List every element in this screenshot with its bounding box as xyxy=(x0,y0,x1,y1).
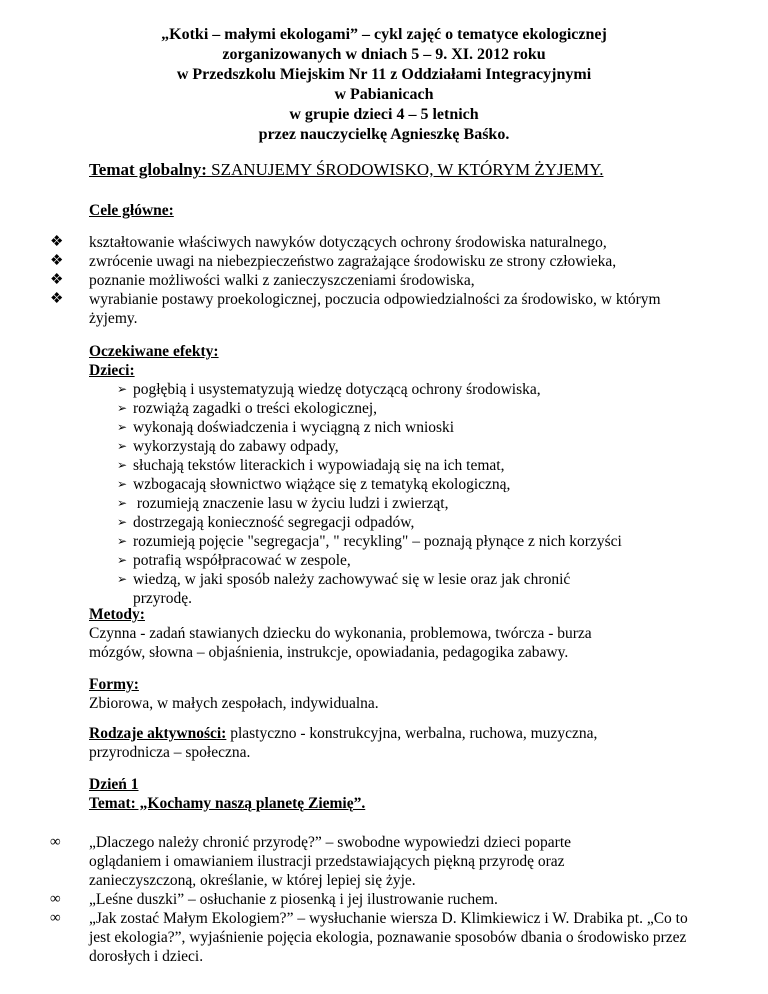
effect-text: rozumieją znaczenie lasu w życiu ludzi i zwierząt, xyxy=(133,495,449,512)
list-item xyxy=(50,890,690,909)
list-item xyxy=(89,475,689,494)
methods-text: Czynna - zadań stawianych dziecku do wykonania, problemowa, twórcza - burza mózgów, słowna – objaśnienia, instrukcje, opowiadania, pedagogika zabawy. xyxy=(89,625,592,661)
effect-text: wykorzystają do zabawy odpady, xyxy=(133,438,339,455)
list-item xyxy=(89,437,689,456)
arrow-bullet-icon: ➢ xyxy=(117,382,128,396)
effects-subtitle: Dzieci: xyxy=(89,362,135,379)
methods-title: Metody: xyxy=(89,606,145,623)
infinity-bullet-icon: ∞ xyxy=(50,910,61,926)
arrow-bullet-icon: ➢ xyxy=(117,572,128,586)
arrow-bullet-icon: ➢ xyxy=(117,439,128,453)
diamond-bullet-icon: ❖ xyxy=(50,291,64,307)
effect-text: słuchają tekstów literackich i wypowiadają się na ich temat, xyxy=(133,457,505,474)
header-line: zorganizowanych w dniach 5 – 9. XI. 2012 roku xyxy=(222,46,546,63)
effects-list xyxy=(89,380,689,608)
effect-text: rozumieją pojęcie "segregacja", " recykling" – poznają płynące z nich korzyści xyxy=(133,533,622,550)
arrow-bullet-icon: ➢ xyxy=(117,534,128,548)
list-item xyxy=(50,909,690,966)
activities-text: plastyczno - konstrukcyjna, werbalna, ruchowa, muzyczna, przyrodnicza – społeczna. xyxy=(89,725,598,761)
list-item xyxy=(50,290,690,328)
goals-section xyxy=(89,201,689,220)
global-topic-text: SZANUJEMY ŚRODOWISKO, W KTÓRYM ŻYJEMY. xyxy=(206,160,604,179)
methods-section xyxy=(89,605,649,662)
list-item xyxy=(50,271,690,290)
forms-title: Formy: xyxy=(89,676,139,693)
activity-text: „Dlaczego należy chronić przyrodę?” – swobodne wypowiedzi dzieci poparte oglądaniem i omawianiem ilustracji przedstawiających piękną przyrodę oraz zanieczyszczoną, określanie, w której lepiej się żyje. xyxy=(89,834,572,889)
global-topic-label: Temat globalny: xyxy=(89,160,207,179)
forms-section xyxy=(89,675,689,713)
list-item xyxy=(89,399,689,418)
effect-text: dostrzegają konieczność segregacji odpadów, xyxy=(133,514,415,531)
effect-text: wiedzą, w jaki sposób należy zachowywać się w lesie oraz jak chronić przyrodę. xyxy=(133,571,571,607)
list-item xyxy=(89,551,689,570)
infinity-bullet-icon: ∞ xyxy=(50,891,61,907)
goals-title: Cele główne: xyxy=(89,202,174,219)
effect-text: potrafią współpracować w zespole, xyxy=(133,552,351,569)
list-item xyxy=(89,418,689,437)
document-header xyxy=(0,25,768,145)
arrow-bullet-icon: ➢ xyxy=(117,553,128,567)
list-item xyxy=(89,532,689,551)
day1-topic: Temat: „Kochamy naszą planetę Ziemię”. xyxy=(89,795,366,812)
diamond-bullet-icon: ❖ xyxy=(50,272,64,288)
day1-activities-list xyxy=(50,833,690,966)
day1-section xyxy=(89,775,689,813)
list-item xyxy=(89,456,689,475)
effects-section xyxy=(89,342,689,608)
activities-title: Rodzaje aktywności: xyxy=(89,725,227,742)
activities-section xyxy=(89,724,669,762)
list-item xyxy=(89,494,689,513)
forms-text: Zbiorowa, w małych zespołach, indywidualna. xyxy=(89,695,379,712)
day1-title: Dzień 1 xyxy=(89,776,139,793)
effect-text: wzbogacają słownictwo wiążące się z tematyką ekologiczną, xyxy=(133,476,511,493)
goal-text: kształtowanie właściwych nawyków dotyczących ochrony środowiska naturalnego, xyxy=(89,234,607,251)
list-item xyxy=(50,252,690,271)
arrow-bullet-icon: ➢ xyxy=(117,401,128,415)
effect-text: pogłębią i usystematyzują wiedzę dotyczącą ochrony środowiska, xyxy=(133,381,541,398)
header-line: w Pabianicach xyxy=(334,86,434,103)
global-topic xyxy=(89,160,689,179)
arrow-bullet-icon: ➢ xyxy=(117,477,128,491)
arrow-bullet-icon: ➢ xyxy=(117,515,128,529)
infinity-bullet-icon: ∞ xyxy=(50,834,61,850)
arrow-bullet-icon: ➢ xyxy=(117,496,128,510)
diamond-bullet-icon: ❖ xyxy=(50,253,64,269)
header-line: w grupie dzieci 4 – 5 letnich xyxy=(289,106,479,123)
list-item xyxy=(50,833,690,890)
effect-text: wykonają doświadczenia i wyciągną z nich wnioski xyxy=(133,419,455,436)
goals-list xyxy=(50,233,690,328)
header-line: przez nauczycielkę Agnieszkę Baśko. xyxy=(258,126,510,143)
arrow-bullet-icon: ➢ xyxy=(117,420,128,434)
list-item xyxy=(50,233,690,252)
list-item xyxy=(89,513,689,532)
goal-text: poznanie możliwości walki z zanieczyszczeniami środowiska, xyxy=(89,272,475,289)
activity-text: „Leśne duszki” – osłuchanie z piosenką i jej ilustrowanie ruchem. xyxy=(89,891,498,908)
header-line: w Przedszkolu Miejskim Nr 11 z Oddziałami Integracyjnymi xyxy=(176,66,592,83)
list-item xyxy=(89,570,689,608)
activity-text: „Jak zostać Małym Ekologiem?” – wysłuchanie wiersza D. Klimkiewicz i W. Drabika pt. „Co to jest ekologia?”, wyjaśnienie pojęcia ekologia, poznawanie sposobów dbania o środowisko przez dorosłych i dzieci. xyxy=(89,910,688,965)
effects-title: Oczekiwane efekty: xyxy=(89,343,219,360)
goal-text: zwrócenie uwagi na niebezpieczeństwo zagrażające środowisku ze strony człowieka, xyxy=(89,253,617,270)
diamond-bullet-icon: ❖ xyxy=(50,234,64,250)
header-line: „Kotki – małymi ekologami” – cykl zajęć o tematyce ekologicznej xyxy=(161,26,607,43)
effect-text: rozwiążą zagadki o treści ekologicznej, xyxy=(133,400,378,417)
goal-text: wyrabianie postawy proekologicznej, poczucia odpowiedzialności za środowisko, w którym żyjemy. xyxy=(89,291,661,327)
arrow-bullet-icon: ➢ xyxy=(117,458,128,472)
list-item xyxy=(89,380,689,399)
